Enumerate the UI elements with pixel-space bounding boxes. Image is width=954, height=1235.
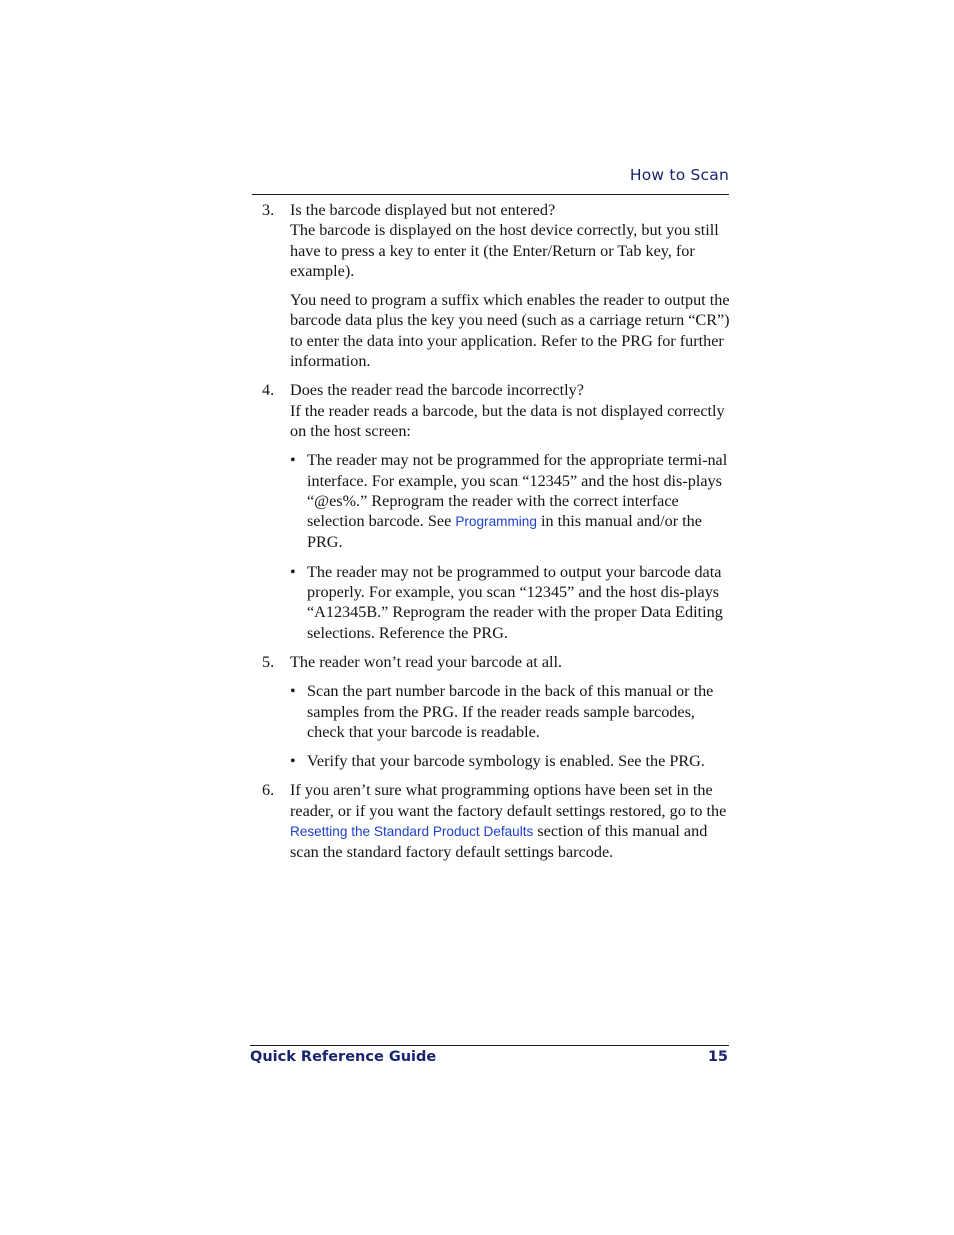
item-answer: If the reader reads a barcode, but the data is not displayed correctly on the host screen: xyxy=(290,401,725,440)
bullet-marker: • xyxy=(290,682,296,701)
item-text xyxy=(290,780,730,862)
bullet-item xyxy=(290,751,730,771)
bullet-list xyxy=(290,681,730,771)
bullet-text: The reader may not be programmed to output your barcode data properly. For example, you scan “12345” and the host dis-plays “A12345B.” Reprogram the reader with the proper Data Editing selections. Reference the PRG. xyxy=(307,562,723,642)
bullet-marker: • xyxy=(290,752,296,771)
item-number: 6. xyxy=(262,781,275,800)
item-extra: You need to program a suffix which enables the reader to output the barcode data plus the key you need (such as a carriage return “CR”) to enter the data into your application. Refer to the PRG for further information. xyxy=(290,291,730,371)
bullet-marker: • xyxy=(290,451,296,470)
bullet-list xyxy=(290,450,730,643)
programming-link[interactable]: Programming xyxy=(455,514,537,530)
footer-title: Quick Reference Guide xyxy=(250,1049,437,1065)
item-answer: The barcode is displayed on the host device correctly, but you still have to press a key to enter it (the Enter/Return or Tab key, for example). xyxy=(290,221,719,280)
item-question: The reader won’t read your barcode at all. xyxy=(290,652,563,671)
bullet-item xyxy=(290,681,730,742)
item-number: 4. xyxy=(262,381,275,400)
item-question: Is the barcode displayed but not entered? xyxy=(290,201,556,219)
item-question: Does the reader read the barcode incorrectly? xyxy=(290,381,584,400)
troubleshooting-list xyxy=(258,200,730,872)
item-question-answer xyxy=(290,380,730,441)
resetting-defaults-link[interactable]: Resetting the Standard Product Defaults xyxy=(290,824,534,840)
list-item-5 xyxy=(258,652,730,771)
page-number: 15 xyxy=(707,1049,728,1065)
running-header: How to Scan xyxy=(629,166,729,184)
item-text-tail: section of this manual and scan the standard factory default settings barcode. xyxy=(290,822,708,862)
item-question-answer xyxy=(290,200,730,281)
bullet-marker: • xyxy=(290,562,296,581)
bullet-text: Scan the part number barcode in the back of this manual or the samples from the PRG. If the reader reads sample barcodes, check that your barcode is readable. xyxy=(307,682,714,741)
item-number: 3. xyxy=(262,201,275,219)
item-number: 5. xyxy=(262,652,275,671)
bullet-item xyxy=(290,450,730,552)
bullet-text: Verify that your barcode symbology is enabled. See the PRG. xyxy=(307,752,705,771)
bullet-text: The reader may not be programmed for the appropriate termi-nal interface. For example, you scan “12345” and the host dis-plays “@es%.” Reprogram the reader with the correct interface selection barcode. See xyxy=(307,451,728,531)
bullet-item xyxy=(290,562,730,643)
item-text-lead: If you aren’t sure what programming options have been set in the reader, or if you want the factory default settings restored, go to the xyxy=(290,781,727,820)
list-item-3 xyxy=(258,200,730,371)
header-rule xyxy=(252,194,729,195)
bullet-text-tail: in this manual and/or the PRG. xyxy=(307,512,702,552)
footer-rule xyxy=(250,1045,729,1046)
list-item-6 xyxy=(258,780,730,862)
list-item-4 xyxy=(258,380,730,643)
